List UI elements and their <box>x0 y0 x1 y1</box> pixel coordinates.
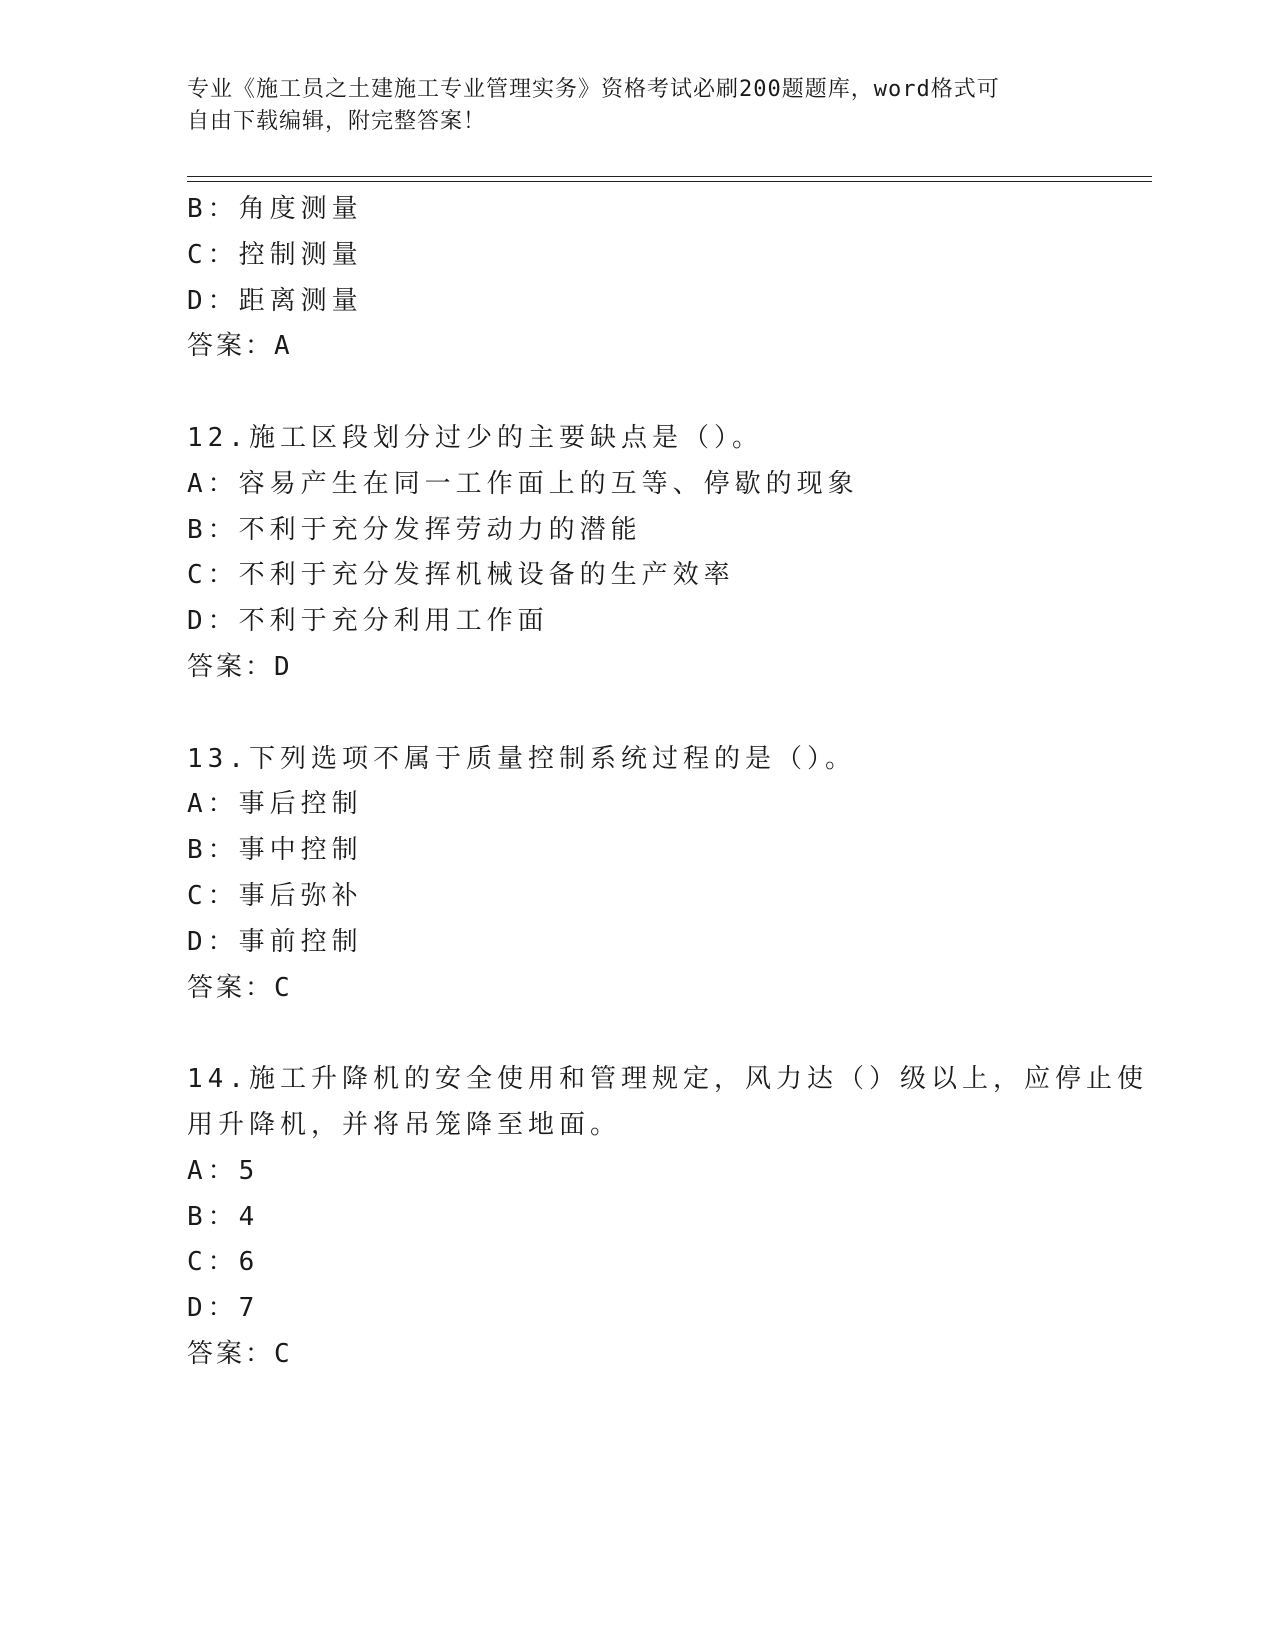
answer-line <box>187 324 1087 370</box>
answer-line <box>187 645 1087 691</box>
question-block-14 <box>187 1057 1148 1378</box>
answer-value: C <box>274 1338 290 1369</box>
option-d: D：距离测量 <box>187 285 363 316</box>
spacer <box>187 1011 1087 1057</box>
question-text-line-1: 14.施工升降机的安全使用和管理规定，风力达（）级以上，应停止使 <box>187 1064 1148 1095</box>
option-a: A：5 <box>187 1155 260 1186</box>
question-text: 12.施工区段划分过少的主要缺点是（）。 <box>187 422 763 453</box>
spacer <box>187 370 1087 416</box>
answer-line <box>187 1332 1087 1378</box>
option-d: D：不利于充分利用工作面 <box>187 606 549 637</box>
document-header <box>187 74 1067 138</box>
option-c: C：不利于充分发挥机械设备的生产效率 <box>187 560 735 591</box>
header-title-line-2: 自由下载编辑，附完整答案！ <box>187 109 487 134</box>
question-block-11 <box>187 187 1087 370</box>
option-d: D：事前控制 <box>187 926 363 957</box>
option-a: A：容易产生在同一工作面上的互等、停歇的现象 <box>187 468 859 499</box>
option-c: C：6 <box>187 1247 260 1278</box>
question-block-12 <box>187 416 1087 691</box>
question-list <box>187 187 1148 1378</box>
answer-label: 答案： <box>187 331 275 362</box>
option-b: B：事中控制 <box>187 835 363 866</box>
question-block-13 <box>187 737 1087 1012</box>
header-divider-bottom <box>187 181 1152 182</box>
option-a: A：事后控制 <box>187 789 363 820</box>
option-d: D：7 <box>187 1293 260 1324</box>
option-b: B：4 <box>187 1201 260 1232</box>
spacer <box>187 691 1087 737</box>
header-divider-top <box>187 176 1152 177</box>
answer-label: 答案： <box>187 651 275 682</box>
option-c: C：事后弥补 <box>187 880 363 911</box>
option-b: B：不利于充分发挥劳动力的潜能 <box>187 514 642 545</box>
answer-label: 答案： <box>187 972 275 1003</box>
question-text-line-2: 用升降机，并将吊笼降至地面。 <box>187 1109 622 1140</box>
option-b: B：角度测量 <box>187 194 363 224</box>
answer-line <box>187 966 1087 1012</box>
header-title-line-1: 专业《施工员之土建施工专业管理实务》资格考试必刷200题题库，word格式可 <box>187 77 1000 102</box>
answer-value: A <box>274 331 290 362</box>
answer-value: C <box>274 972 290 1003</box>
answer-label: 答案： <box>187 1338 275 1369</box>
question-text: 13.下列选项不属于质量控制系统过程的是（）。 <box>187 743 856 774</box>
answer-value: D <box>274 651 290 682</box>
option-c: C：控制测量 <box>187 239 363 270</box>
